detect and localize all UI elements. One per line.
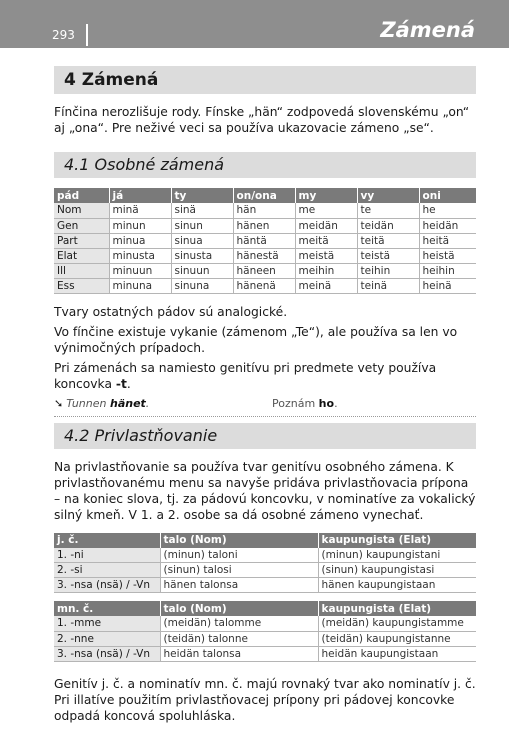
section-4-intro: Fínčina nerozlišuje rody. Fínske „hän“ zodpovedá slovenskému „on“ aj „ona“. Pre neživé veci sa používa ukazovacie zámeno „se“. — [54, 105, 470, 135]
case-cell: Gen — [54, 218, 109, 233]
table-cell: hän — [233, 203, 295, 218]
column-header: já — [109, 188, 171, 203]
case-cell: Elat — [54, 248, 109, 263]
table-row — [54, 218, 476, 233]
table-cell: te — [357, 203, 419, 218]
table-cell: teihin — [357, 263, 419, 278]
table-cell: teidän — [357, 218, 419, 233]
page-number: 293 — [52, 28, 75, 42]
possessive-plural-table — [54, 601, 476, 662]
column-header: oni — [419, 188, 476, 203]
example-slovak — [272, 396, 338, 412]
case-cell: Ill — [54, 263, 109, 278]
table-cell: häntä — [233, 233, 295, 248]
table-row — [54, 548, 476, 563]
example-keyword: hänet — [109, 396, 146, 410]
table-row — [54, 646, 476, 661]
example-text: Poznám — [272, 396, 319, 410]
column-header: my — [295, 188, 357, 203]
suffix-cell: 1. -mme — [54, 616, 160, 631]
table-cell: meihin — [295, 263, 357, 278]
table-row — [54, 248, 476, 263]
column-header: ty — [171, 188, 233, 203]
table-cell: sinusta — [171, 248, 233, 263]
table-cell: heihin — [419, 263, 476, 278]
table-cell: hänen talonsa — [160, 578, 318, 593]
table-cell: heitä — [419, 233, 476, 248]
section-4-2-heading: 4.2 Privlastňovanie — [54, 423, 476, 449]
table-cell: minua — [109, 233, 171, 248]
paragraph-analogic: Tvary ostatných pádov sú analogické. — [54, 304, 288, 319]
example-text: . — [145, 396, 150, 410]
suffix-cell: 3. -nsa (nsä) / -Vn — [54, 578, 160, 593]
table-cell: (meidän) talomme — [160, 616, 318, 631]
arrow-icon: ➘ — [54, 396, 64, 410]
table-cell: hänen — [233, 218, 295, 233]
table-cell: (sinun) talosi — [160, 563, 318, 578]
column-header: j. č. — [54, 533, 160, 548]
table-row — [54, 203, 476, 218]
table-cell: hänen kaupungistaan — [318, 578, 476, 593]
ending-t: -t — [115, 376, 127, 391]
dotted-separator — [54, 416, 476, 417]
table-cell: sinua — [171, 233, 233, 248]
table-header-row — [54, 533, 476, 548]
table-header-row — [54, 601, 476, 616]
column-header: talo (Nom) — [160, 533, 318, 548]
possessive-singular-table — [54, 533, 476, 594]
case-cell: Nom — [54, 203, 109, 218]
suffix-cell: 3. -nsa (nsä) / -Vn — [54, 646, 160, 661]
table-cell: (teidän) talonne — [160, 631, 318, 646]
table-cell: heidän — [419, 218, 476, 233]
column-header: mn. č. — [54, 601, 160, 616]
table-row — [54, 263, 476, 278]
table-cell: meidän — [295, 218, 357, 233]
table-cell: heidän talonsa — [160, 646, 318, 661]
table-cell: (sinun) kaupungistasi — [318, 563, 476, 578]
table-cell: minusta — [109, 248, 171, 263]
case-cell: Ess — [54, 278, 109, 293]
example-keyword: ho — [318, 396, 335, 410]
paragraph-genitive-note: Genitív j. č. a nominatív mn. č. majú rovnaký tvar ako nominatív j. č. Pri illatíve použitím privlastňovacej prípony pri pádovej koncovke odpadá koncová spoluhláska. — [54, 676, 476, 723]
table-cell: hänenä — [233, 278, 295, 293]
chapter-title: Zámená — [380, 18, 475, 42]
table-cell: sinuna — [171, 278, 233, 293]
column-header: talo (Nom) — [160, 601, 318, 616]
table-cell: heinä — [419, 278, 476, 293]
suffix-cell: 1. -ni — [54, 548, 160, 563]
table-row — [54, 616, 476, 631]
column-header: vy — [357, 188, 419, 203]
section-4-heading: 4 Zámená — [54, 66, 476, 94]
table-cell: sinun — [171, 218, 233, 233]
suffix-cell: 2. -si — [54, 563, 160, 578]
table-cell: teinä — [357, 278, 419, 293]
table-cell: he — [419, 203, 476, 218]
page-header — [0, 0, 509, 48]
table-cell: minuna — [109, 278, 171, 293]
page-content — [54, 66, 476, 728]
table-cell: meinä — [295, 278, 357, 293]
table-cell: heidän kaupungistaan — [318, 646, 476, 661]
column-header: kaupungista (Elat) — [318, 601, 476, 616]
example-text: . — [334, 396, 338, 410]
paragraph-formal-address: Vo fínčine existuje vykanie (zámenom „Te“), ale používa sa len vo výnimočných prípadoch. — [54, 324, 458, 355]
table-cell: meistä — [295, 248, 357, 263]
table-cell: minuun — [109, 263, 171, 278]
table-row — [54, 578, 476, 593]
case-cell: Part — [54, 233, 109, 248]
table-cell: teitä — [357, 233, 419, 248]
table-cell: (meidän) kaupungistamme — [318, 616, 476, 631]
table-cell: häneen — [233, 263, 295, 278]
table-row — [54, 233, 476, 248]
table-cell: hänestä — [233, 248, 295, 263]
table-cell: (teidän) kaupungistanne — [318, 631, 476, 646]
table-cell: meitä — [295, 233, 357, 248]
table-header-row — [54, 188, 476, 203]
section-4-1-heading: 4.1 Osobné zámená — [54, 152, 476, 178]
table-cell: teistä — [357, 248, 419, 263]
example-line — [54, 396, 476, 412]
table-cell: me — [295, 203, 357, 218]
paragraph-text: Pri zámenách sa namiesto genitívu pri predmete vety používa koncovka — [54, 360, 437, 391]
personal-pronouns-table — [54, 188, 476, 294]
paragraph-text: . — [126, 376, 131, 391]
table-cell: sinä — [171, 203, 233, 218]
suffix-cell: 2. -nne — [54, 631, 160, 646]
column-header: pád — [54, 188, 109, 203]
example-finnish — [54, 396, 272, 412]
table-cell: (minun) taloni — [160, 548, 318, 563]
column-header: kaupungista (Elat) — [318, 533, 476, 548]
paragraph-possession: Na privlastňovanie sa používa tvar genitívu osobného zámena. K privlastňovanému menu sa navyše pridáva privlastňovacia prípona – na koniec slova, tj. za pádovú koncovku, v nominatíve za vokalický silný kmeň. V 1. a 2. osobe sa dá osobné zámeno vynechať. — [54, 459, 476, 522]
table-cell: minun — [109, 218, 171, 233]
example-text: Tunnen — [66, 396, 110, 410]
table-row — [54, 563, 476, 578]
table-cell: sinuun — [171, 263, 233, 278]
column-header: on/ona — [233, 188, 295, 203]
table-cell: (minun) kaupungistani — [318, 548, 476, 563]
table-cell: minä — [109, 203, 171, 218]
table-cell: heistä — [419, 248, 476, 263]
header-divider — [86, 24, 88, 46]
table-row — [54, 278, 476, 293]
table-row — [54, 631, 476, 646]
paragraph-accusative — [54, 360, 476, 392]
